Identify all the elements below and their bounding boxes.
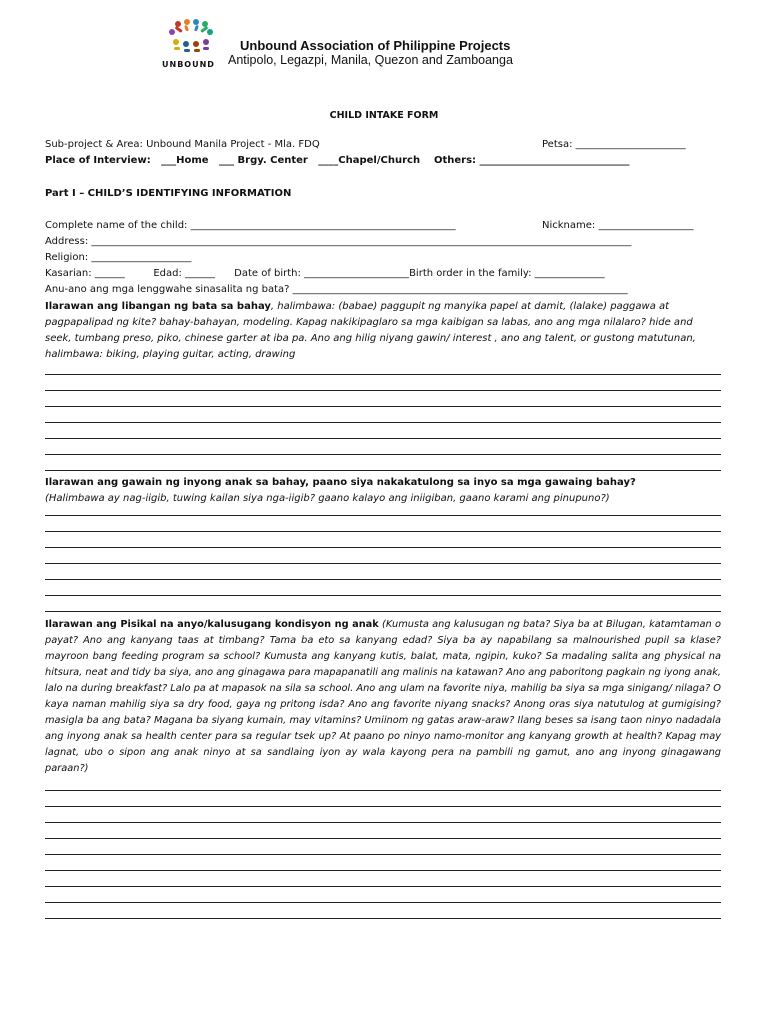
answer-line[interactable] <box>45 515 721 516</box>
question-hobbies-lead: Ilarawan ang libangan ng bata sa bahay <box>45 301 271 312</box>
petsa-field[interactable]: Petsa: ______________________ <box>542 139 686 150</box>
answer-line[interactable] <box>45 918 721 919</box>
address-field[interactable]: Address: ____________________________________________________________________________________________________________ <box>45 236 632 247</box>
answer-line[interactable] <box>45 595 721 596</box>
answer-line[interactable] <box>45 470 721 471</box>
question-health <box>45 617 721 777</box>
answer-line[interactable] <box>45 790 721 791</box>
question-chores <box>45 475 721 507</box>
question-chores-text: (Halimbawa ay nag-iigib, tuwing kailan siya nga-iigib? gaano kalayo ang iniigiban, gaano karami ang pinupuno?) <box>45 493 610 504</box>
place-of-interview-field[interactable]: Place of Interview: ___Home ___ Brgy. Center ____Chapel/Church Others: ______________________________ <box>45 155 630 166</box>
question-chores-lead: Ilarawan ang gawain ng inyong anak sa bahay, paano siya nakakatulong sa inyo sa mga gawaing bahay? <box>45 477 636 488</box>
answer-line[interactable] <box>45 886 721 887</box>
answer-line[interactable] <box>45 454 721 455</box>
answer-line[interactable] <box>45 547 721 548</box>
organization-name: Unbound Association of Philippine Projects <box>240 38 511 53</box>
answer-line[interactable] <box>45 374 721 375</box>
religion-field[interactable]: Religion: ____________________ <box>45 252 192 263</box>
part1-heading: Part I – CHILD’S IDENTIFYING INFORMATION <box>45 188 292 199</box>
answer-line[interactable] <box>45 870 721 871</box>
question-hobbies <box>45 299 721 363</box>
answer-line[interactable] <box>45 390 721 391</box>
subproject-field: Sub-project & Area: Unbound Manila Project - Mla. FDQ <box>45 139 320 150</box>
answer-line[interactable] <box>45 838 721 839</box>
nickname-field[interactable]: Nickname: ___________________ <box>542 220 694 231</box>
answer-line[interactable] <box>45 822 721 823</box>
form-title: CHILD INTAKE FORM <box>329 110 439 121</box>
organization-locations: Antipolo, Legazpi, Manila, Quezon and Zamboanga <box>228 53 513 67</box>
languages-field[interactable]: Anu-ano ang mga lenggwahe sinasalita ng bata? ___________________________________________________________________ <box>45 284 628 295</box>
logo-wordmark: UNBOUND <box>162 60 215 69</box>
answer-line[interactable] <box>45 854 721 855</box>
answer-line[interactable] <box>45 806 721 807</box>
child-name-field[interactable]: Complete name of the child: _____________________________________________________ <box>45 220 456 231</box>
answer-line[interactable] <box>45 422 721 423</box>
answer-line[interactable] <box>45 563 721 564</box>
answer-line[interactable] <box>45 438 721 439</box>
answer-line[interactable] <box>45 579 721 580</box>
question-health-lead: Ilarawan ang Pisikal na anyo/kalusugang kondisyon ng anak <box>45 619 379 630</box>
answer-line[interactable] <box>45 611 721 612</box>
question-health-text: (Kumusta ang kalusugan ng bata? Siya ba at Bilugan, katamtaman o payat? Ano ang kanyang taas at timbang? Tama ba eto sa kanyang edad? Siya ba ay napabilang sa malnourished pupil sa klase? mayroon bang feeding program sa school? Kumusta ang kanyang kutis, balat, mata, ngipin, kuko? Sa madaling salita ang physical na hitsura, neat and tidy ba siya, ano ang ginagawa para mapapanatili ang malinis na katawan? Ano ang paboritong pagkain ng iyong anak, lalo na during breakfast? Lalo pa at mapasok na sila sa school. Ano ang ulam na favorite niya, mahilig ba siya sa mga sinigang/ nilaga? O kaya naman mahilig siya sa dry food, gaya ng pritong isda? Ano ang favorite niyang snacks? Anong oras siya natutulog at gumigising? masigla ba ang bata? Magana ba siyang kumain, may vitamins? Umiinom ng gatas araw-araw? Ilang beses sa isang taon ninyo nadadala ang inyong anak sa health center para sa regular tsek up? At paano po ninyo namo-monitor ang kanyang growth at health? Kapag may lagnat, ubo o sipon ang anak ninyo at sa sandlaing iyon ay wala kayong pera na pambili ng gamut, ano ang inyong ginagawang paraan?) <box>45 619 721 774</box>
answer-line[interactable] <box>45 531 721 532</box>
answer-line[interactable] <box>45 406 721 407</box>
answer-line[interactable] <box>45 902 721 903</box>
question-hobbies-text: , halimbawa: (babae) paggupit ng manyika papel at damit, (lalake) paggawa at pagpapalipad ng kite? bahay-bahayan, modeling. Kapag nakikipaglaro sa mga kaibigan sa labas, ano ang mga nilalaro? hide and seek, tumbang preso, piko, chinese garter at iba pa. Ano ang hilig niyang gawin/ interest , ano ang talent, or gustong matutunan, halimbawa: biking, playing guitar, acting, drawing <box>45 301 696 360</box>
sex-age-dob-field[interactable]: Kasarian: ______ Edad: ______ Date of birth: _____________________Birth order in the family: ______________ <box>45 268 605 279</box>
